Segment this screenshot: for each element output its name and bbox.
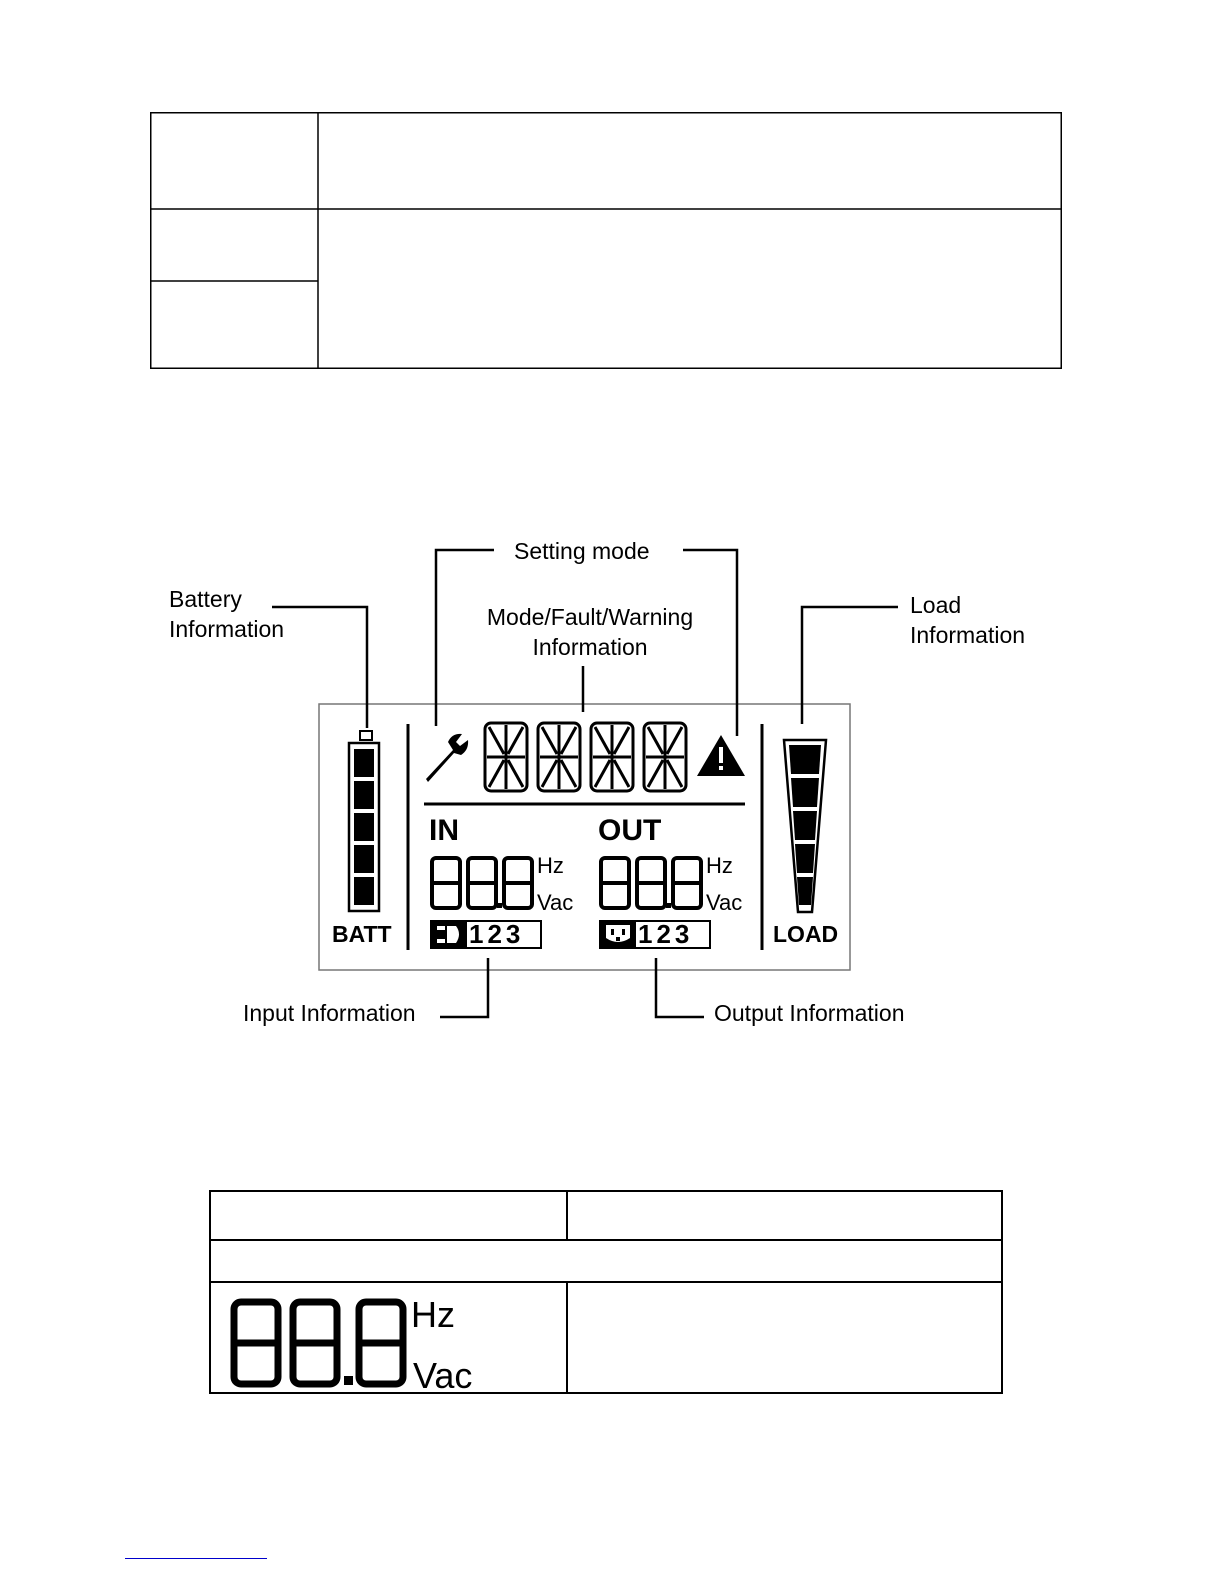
mode-fault-warning-label: Mode/Fault/Warning Information [486,604,694,660]
input-info-label: Input Information [243,1000,416,1026]
out-vac-unit: Vac [706,890,743,915]
bottom-vac-unit: Vac [413,1355,473,1396]
wrench-icon [426,734,468,782]
warning-triangle-icon [697,735,745,776]
large-seven-segment-icon [234,1302,403,1384]
footer-link-underline[interactable] [125,1558,267,1559]
top-table [150,112,1062,369]
in-hz-unit: Hz [537,853,564,878]
load-gauge-icon [784,740,826,912]
batt-label: BATT [332,921,392,947]
out-phase-numbers: 123 [638,919,694,949]
output-info-label: Output Information [714,1000,905,1026]
out-hz-unit: Hz [706,853,733,878]
output-seven-segment [601,858,701,908]
lcd-panel-frame [319,704,850,970]
setting-mode-label: Setting mode [514,538,650,564]
input-seven-segment [432,858,532,908]
bottom-table [209,1190,1003,1394]
load-info-label: Load Information [910,592,1026,648]
battery-gauge-icon [349,731,379,911]
battery-info-label: Battery Information [169,586,285,642]
alphanumeric-segments [485,723,686,791]
in-vac-unit: Vac [537,890,574,915]
out-label: OUT [598,814,662,847]
in-label: IN [429,814,459,847]
load-label: LOAD [773,921,839,947]
in-phase-numbers: 123 [469,919,525,949]
bottom-hz-unit: Hz [411,1294,455,1335]
